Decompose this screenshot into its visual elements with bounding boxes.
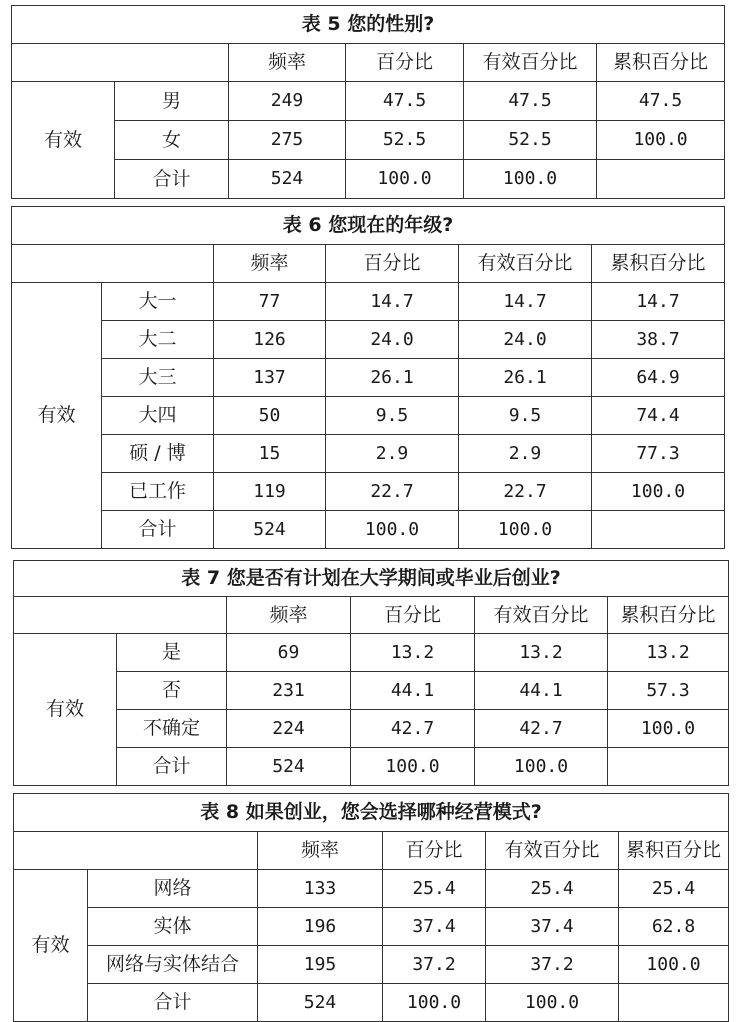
valid-label: 有效	[12, 283, 102, 549]
table-row	[14, 908, 729, 946]
cell-cumulative-percent: 64.9	[592, 359, 725, 397]
header-blank	[12, 44, 229, 82]
row-label: 硕 / 博	[102, 435, 214, 473]
cell-valid-percent: 22.7	[459, 473, 592, 511]
cell-frequency: 137	[214, 359, 326, 397]
header-frequency: 频率	[229, 44, 346, 82]
cell-valid-percent: 100.0	[475, 748, 608, 786]
header-blank	[12, 245, 214, 283]
header-percent: 百分比	[383, 832, 486, 870]
cell-cumulative-percent: 47.5	[597, 82, 725, 121]
table-7	[13, 560, 729, 786]
cell-frequency: 249	[229, 82, 346, 121]
header-percent: 百分比	[326, 245, 459, 283]
table-row	[12, 82, 725, 121]
valid-label: 有效	[14, 634, 117, 786]
table-row	[14, 634, 729, 672]
cell-frequency: 231	[227, 672, 351, 710]
cell-percent: 25.4	[383, 870, 486, 908]
cell-percent: 52.5	[346, 121, 464, 160]
cell-percent: 37.4	[383, 908, 486, 946]
cell-frequency: 126	[214, 321, 326, 359]
table-row	[14, 984, 729, 1022]
table-row	[12, 473, 725, 511]
table-row	[12, 121, 725, 160]
table-5	[11, 5, 725, 199]
row-label: 网络与实体结合	[88, 946, 258, 984]
row-label: 合计	[115, 160, 229, 199]
row-label: 实体	[88, 908, 258, 946]
cell-cumulative-percent: 57.3	[608, 672, 729, 710]
row-label: 否	[117, 672, 227, 710]
cell-valid-percent: 100.0	[459, 511, 592, 549]
row-label: 合计	[88, 984, 258, 1022]
header-frequency: 频率	[258, 832, 383, 870]
table-row	[14, 672, 729, 710]
table-row	[12, 511, 725, 549]
cell-cumulative-percent: 100.0	[619, 946, 729, 984]
cell-percent: 100.0	[351, 748, 475, 786]
row-label: 已工作	[102, 473, 214, 511]
cell-cumulative-percent: 74.4	[592, 397, 725, 435]
header-cumulative-percent: 累积百分比	[592, 245, 725, 283]
row-label: 大三	[102, 359, 214, 397]
row-label: 不确定	[117, 710, 227, 748]
cell-frequency: 50	[214, 397, 326, 435]
cell-cumulative-percent: 62.8	[619, 908, 729, 946]
cell-cumulative-percent: 38.7	[592, 321, 725, 359]
cell-valid-percent: 37.4	[486, 908, 619, 946]
header-valid-percent: 有效百分比	[475, 597, 608, 634]
row-label: 是	[117, 634, 227, 672]
row-label: 合计	[117, 748, 227, 786]
header-cumulative-percent: 累积百分比	[597, 44, 725, 82]
cell-valid-percent: 42.7	[475, 710, 608, 748]
cell-valid-percent: 24.0	[459, 321, 592, 359]
cell-valid-percent: 100.0	[464, 160, 597, 199]
header-cumulative-percent: 累积百分比	[608, 597, 729, 634]
header-blank	[14, 597, 227, 634]
table-title: 表 7 您是否有计划在大学期间或毕业后创业?	[14, 561, 729, 597]
cell-frequency: 524	[258, 984, 383, 1022]
cell-frequency: 119	[214, 473, 326, 511]
cell-cumulative-percent: 25.4	[619, 870, 729, 908]
cell-cumulative-percent: 100.0	[592, 473, 725, 511]
header-frequency: 频率	[214, 245, 326, 283]
header-percent: 百分比	[351, 597, 475, 634]
cell-cumulative-percent: 100.0	[608, 710, 729, 748]
row-label: 大二	[102, 321, 214, 359]
cell-cumulative-percent	[619, 984, 729, 1022]
cell-frequency: 69	[227, 634, 351, 672]
row-label: 女	[115, 121, 229, 160]
cell-frequency: 196	[258, 908, 383, 946]
table-row	[12, 160, 725, 199]
cell-valid-percent: 37.2	[486, 946, 619, 984]
cell-frequency: 524	[214, 511, 326, 549]
cell-percent: 47.5	[346, 82, 464, 121]
cell-frequency: 195	[258, 946, 383, 984]
cell-percent: 22.7	[326, 473, 459, 511]
table-title: 表 6 您现在的年级?	[12, 207, 725, 245]
cell-valid-percent: 47.5	[464, 82, 597, 121]
cell-percent: 44.1	[351, 672, 475, 710]
cell-cumulative-percent	[608, 748, 729, 786]
cell-percent: 14.7	[326, 283, 459, 321]
cell-percent: 26.1	[326, 359, 459, 397]
cell-frequency: 224	[227, 710, 351, 748]
cell-cumulative-percent	[597, 160, 725, 199]
cell-valid-percent: 44.1	[475, 672, 608, 710]
table-row	[14, 710, 729, 748]
cell-cumulative-percent: 14.7	[592, 283, 725, 321]
table-row	[14, 946, 729, 984]
cell-percent: 100.0	[326, 511, 459, 549]
header-frequency: 频率	[227, 597, 351, 634]
cell-percent: 9.5	[326, 397, 459, 435]
cell-frequency: 77	[214, 283, 326, 321]
table-row	[12, 321, 725, 359]
table-row	[12, 435, 725, 473]
header-valid-percent: 有效百分比	[464, 44, 597, 82]
cell-valid-percent: 26.1	[459, 359, 592, 397]
cell-valid-percent: 9.5	[459, 397, 592, 435]
header-cumulative-percent: 累积百分比	[619, 832, 729, 870]
cell-valid-percent: 52.5	[464, 121, 597, 160]
cell-frequency: 275	[229, 121, 346, 160]
row-label: 大一	[102, 283, 214, 321]
table-title: 表 5 您的性别?	[12, 6, 725, 44]
header-percent: 百分比	[346, 44, 464, 82]
cell-percent: 37.2	[383, 946, 486, 984]
table-row	[12, 359, 725, 397]
valid-label: 有效	[12, 82, 115, 199]
cell-percent: 2.9	[326, 435, 459, 473]
cell-valid-percent: 25.4	[486, 870, 619, 908]
header-blank	[14, 832, 258, 870]
table-row	[14, 748, 729, 786]
table-title: 表 8 如果创业，您会选择哪种经营模式?	[14, 794, 729, 832]
cell-valid-percent: 13.2	[475, 634, 608, 672]
cell-cumulative-percent: 77.3	[592, 435, 725, 473]
table-row	[14, 870, 729, 908]
table-8	[13, 793, 729, 1022]
cell-percent: 100.0	[346, 160, 464, 199]
cell-percent: 13.2	[351, 634, 475, 672]
row-label: 男	[115, 82, 229, 121]
cell-frequency: 524	[229, 160, 346, 199]
cell-frequency: 133	[258, 870, 383, 908]
row-label: 合计	[102, 511, 214, 549]
cell-valid-percent: 100.0	[486, 984, 619, 1022]
table-row	[12, 283, 725, 321]
header-valid-percent: 有效百分比	[486, 832, 619, 870]
valid-label: 有效	[14, 870, 88, 1022]
cell-cumulative-percent	[592, 511, 725, 549]
cell-cumulative-percent: 13.2	[608, 634, 729, 672]
row-label: 网络	[88, 870, 258, 908]
cell-frequency: 15	[214, 435, 326, 473]
header-valid-percent: 有效百分比	[459, 245, 592, 283]
table-6	[11, 206, 725, 549]
cell-valid-percent: 14.7	[459, 283, 592, 321]
cell-frequency: 524	[227, 748, 351, 786]
cell-percent: 42.7	[351, 710, 475, 748]
cell-valid-percent: 2.9	[459, 435, 592, 473]
table-row	[12, 397, 725, 435]
cell-percent: 100.0	[383, 984, 486, 1022]
row-label: 大四	[102, 397, 214, 435]
cell-cumulative-percent: 100.0	[597, 121, 725, 160]
cell-percent: 24.0	[326, 321, 459, 359]
